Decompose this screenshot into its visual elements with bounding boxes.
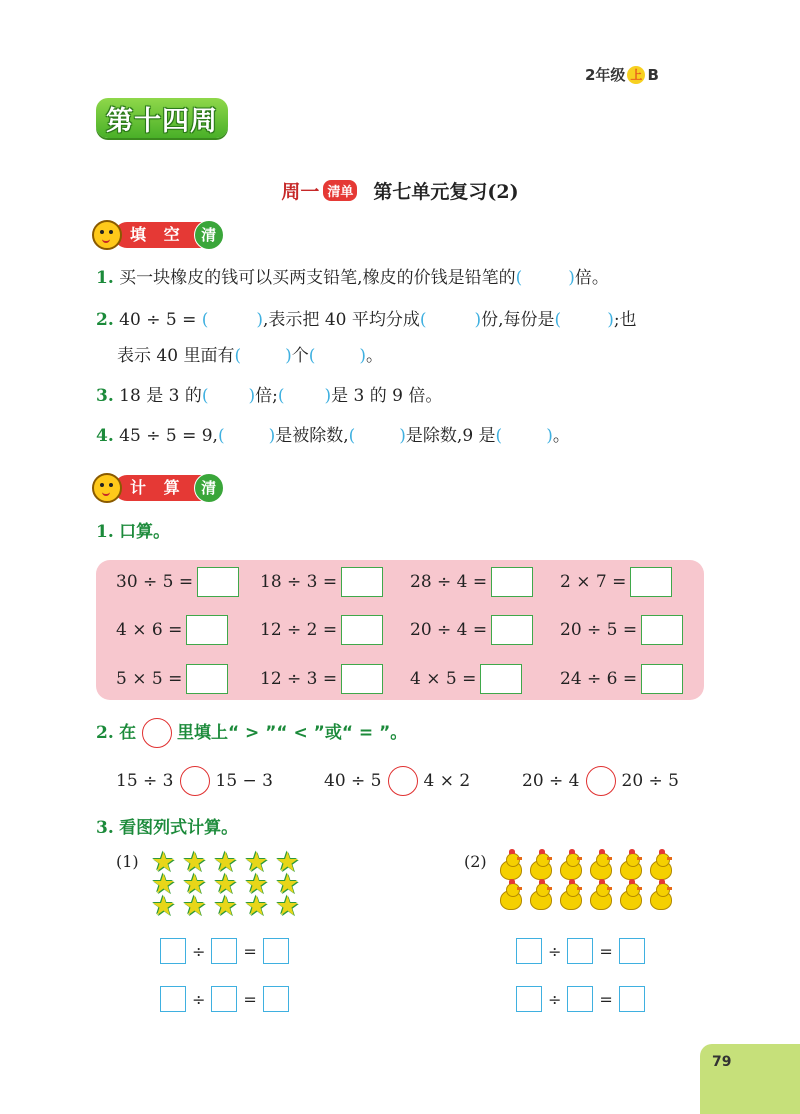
question-number: 3: [96, 386, 108, 406]
page-number: 79: [712, 1054, 732, 1070]
answer-box[interactable]: [186, 615, 228, 645]
chick-icon: [526, 882, 552, 908]
calc-section-pill: [114, 475, 220, 501]
answer-box[interactable]: [567, 986, 593, 1012]
unit-title: 第七单元复习(2): [373, 181, 519, 203]
equals-sign: =: [243, 941, 257, 961]
question-text: 。: [552, 426, 570, 446]
answer-box[interactable]: [341, 615, 383, 645]
answer-blank[interactable]: ( ): [217, 426, 276, 446]
star-icon: ★: [213, 869, 238, 900]
divide-sign: ÷: [548, 989, 562, 1009]
answer-box[interactable]: [160, 938, 186, 964]
question-text: 45 ÷ 5 = 9,: [119, 426, 218, 446]
compare-circle[interactable]: [180, 766, 210, 796]
question-text: 。: [366, 346, 384, 366]
compare-item: [116, 766, 273, 796]
answer-box[interactable]: [641, 615, 683, 645]
week-banner: [96, 96, 228, 140]
fill-question-2: 2. 40 ÷ 5 = ( ),表示把 40 平均分成( )份,每份是( );也: [96, 310, 637, 330]
chick-icon: [646, 852, 672, 878]
oral-item: [410, 566, 533, 598]
star-icon: ★: [151, 891, 176, 922]
calc-question-2-title: 2. 在 里填上“ > ”“ < ”或“ = ”。: [96, 718, 407, 748]
oral-item: [116, 566, 239, 598]
oral-item: [116, 663, 228, 695]
star-icon: ★: [244, 869, 269, 900]
oral-item: [410, 663, 522, 695]
page-number-tab: [700, 1044, 800, 1114]
chick-icon: [556, 882, 582, 908]
question-text: ;也: [613, 310, 637, 330]
question-text: 倍;: [255, 386, 278, 406]
chick-icon: [496, 852, 522, 878]
grade-prefix: 2年级: [585, 66, 626, 84]
grade-suffix: B: [647, 65, 659, 84]
compare-right: 4 × 2: [423, 771, 471, 791]
day-header: [0, 177, 800, 204]
oral-expr: 24 ÷ 6 =: [560, 669, 638, 689]
compare-item: [324, 766, 470, 796]
chick-icon: [616, 882, 642, 908]
question-number: 2: [96, 310, 108, 330]
compare-right: 15 − 3: [215, 771, 273, 791]
bee-icon: [92, 473, 122, 503]
question-text: 买一块橡皮的钱可以买两支铅笔,橡皮的价钱是铅笔的: [119, 268, 516, 288]
question-text: 是被除数,: [275, 426, 349, 446]
question-text: 在: [119, 723, 137, 743]
day-name: 周一: [281, 181, 320, 203]
question-text: ,表示把 40 平均分成: [263, 310, 420, 330]
answer-blank[interactable]: ( ): [201, 310, 264, 330]
divide-sign: ÷: [548, 941, 562, 961]
equals-sign: =: [599, 989, 613, 1009]
week-title: 第十四周: [106, 105, 218, 137]
oral-expr: 28 ÷ 4 =: [410, 572, 488, 592]
chick-icon: [586, 882, 612, 908]
equation-row: [516, 938, 645, 964]
calc-question-1-title: 1. 口算。: [96, 522, 171, 542]
answer-box[interactable]: [630, 567, 672, 597]
answer-blank[interactable]: ( ): [201, 386, 256, 406]
answer-box[interactable]: [263, 938, 289, 964]
answer-box[interactable]: [641, 664, 683, 694]
answer-box[interactable]: [480, 664, 522, 694]
answer-box[interactable]: [211, 938, 237, 964]
answer-box[interactable]: [263, 986, 289, 1012]
star-icon: ★: [244, 847, 269, 878]
answer-box[interactable]: [516, 986, 542, 1012]
answer-box[interactable]: [491, 567, 533, 597]
chick-icon: [526, 852, 552, 878]
answer-box[interactable]: [197, 567, 239, 597]
compare-left: 20 ÷ 4: [522, 771, 580, 791]
answer-blank[interactable]: ( ): [234, 346, 292, 366]
star-icon: ★: [244, 891, 269, 922]
fill-section-badge: 清: [194, 220, 224, 250]
divide-sign: ÷: [192, 941, 206, 961]
answer-box[interactable]: [567, 938, 593, 964]
answer-blank[interactable]: ( ): [515, 268, 575, 288]
equation-row: [516, 986, 645, 1012]
chick-icon: [496, 882, 522, 908]
question-text: 18 是 3 的: [119, 386, 202, 406]
oral-expr: 18 ÷ 3 =: [260, 572, 338, 592]
equals-sign: =: [243, 989, 257, 1009]
calc-question-3-title: 3. 看图列式计算。: [96, 818, 239, 838]
fill-question-1: 1. 买一块橡皮的钱可以买两支铅笔,橡皮的价钱是铅笔的( )倍。: [96, 268, 609, 288]
answer-box[interactable]: [341, 567, 383, 597]
star-icon: ★: [213, 847, 238, 878]
question-number: 1: [96, 268, 108, 288]
calc-section-title: 计 算: [130, 478, 186, 497]
chick-icon: [616, 852, 642, 878]
oral-item: [260, 663, 383, 695]
compare-right: 20 ÷ 5: [621, 771, 679, 791]
star-icon: ★: [182, 891, 207, 922]
question-text: 里填上“ > ”“ < ”或“ = ”。: [176, 723, 408, 743]
oral-item: [560, 566, 672, 598]
picture-2-label: (2): [464, 852, 487, 871]
oral-expr: 12 ÷ 3 =: [260, 669, 338, 689]
oral-expr: 4 × 6 =: [116, 620, 183, 640]
compare-left: 15 ÷ 3: [116, 771, 174, 791]
calc-section-badge: 清: [194, 473, 224, 503]
grade-indicator: [585, 64, 659, 85]
star-icon: ★: [151, 847, 176, 878]
answer-box[interactable]: [619, 938, 645, 964]
answer-box[interactable]: [491, 615, 533, 645]
oral-item: [560, 663, 683, 695]
question-text: 40 ÷ 5 =: [119, 310, 202, 330]
chick-grid: [496, 852, 676, 908]
question-text: 倍。: [574, 268, 609, 288]
question-text: 口算。: [119, 522, 171, 542]
answer-box[interactable]: [160, 986, 186, 1012]
oral-expr: 20 ÷ 4 =: [410, 620, 488, 640]
oral-expr: 5 × 5 =: [116, 669, 183, 689]
star-icon: ★: [182, 869, 207, 900]
star-icon: ★: [275, 847, 300, 878]
compare-left: 40 ÷ 5: [324, 771, 382, 791]
oral-calc-panel: [96, 560, 704, 700]
star-icon: ★: [151, 869, 176, 900]
fill-section-pill: [114, 222, 220, 248]
answer-blank[interactable]: ( ): [308, 346, 367, 366]
picture-1-label: (1): [116, 852, 139, 871]
question-text: 是除数,9 是: [405, 426, 496, 446]
chick-icon: [556, 852, 582, 878]
answer-box[interactable]: [186, 664, 228, 694]
day-badge: 清单: [323, 180, 357, 201]
fill-section-title: 填 空: [130, 225, 186, 244]
compare-circle[interactable]: [388, 766, 418, 796]
bee-icon: [92, 220, 122, 250]
star-icon: ★: [275, 869, 300, 900]
answer-box[interactable]: [211, 986, 237, 1012]
star-icon: ★: [182, 847, 207, 878]
compare-circle[interactable]: [586, 766, 616, 796]
oral-expr: 4 × 5 =: [410, 669, 477, 689]
oral-item: [410, 614, 533, 646]
answer-blank[interactable]: ( ): [348, 426, 406, 446]
oral-item: [260, 566, 383, 598]
answer-blank[interactable]: ( ): [554, 310, 614, 330]
question-text: 看图列式计算。: [119, 818, 239, 838]
equals-sign: =: [599, 941, 613, 961]
oral-item: [560, 614, 683, 646]
fill-question-3: 3. 18 是 3 的( )倍;( )是 3 的 9 倍。: [96, 386, 443, 406]
answer-blank[interactable]: ( ): [419, 310, 482, 330]
question-text: 表示 40 里面有: [117, 346, 235, 366]
oral-item: [116, 614, 228, 646]
oral-item: [260, 614, 383, 646]
question-text: 个: [291, 346, 309, 366]
grade-badge: 上: [627, 66, 645, 84]
oral-expr: 12 ÷ 2 =: [260, 620, 338, 640]
star-grid: [148, 847, 303, 922]
equation-row: [160, 986, 289, 1012]
fill-question-4: 4. 45 ÷ 5 = 9,( )是被除数,( )是除数,9 是( )。: [96, 426, 570, 446]
oral-expr: 20 ÷ 5 =: [560, 620, 638, 640]
divide-sign: ÷: [192, 989, 206, 1009]
star-icon: ★: [275, 891, 300, 922]
equation-row: [160, 938, 289, 964]
answer-blank[interactable]: ( ): [277, 386, 332, 406]
answer-blank[interactable]: ( ): [495, 426, 553, 446]
oral-expr: 2 × 7 =: [560, 572, 627, 592]
oral-expr: 30 ÷ 5 =: [116, 572, 194, 592]
chick-icon: [646, 882, 672, 908]
question-number: 4: [96, 426, 108, 446]
compare-item: [522, 766, 679, 796]
fill-question-2-line2: [117, 344, 383, 368]
compare-circle-example: [142, 718, 172, 748]
fill-section-label: [92, 220, 220, 250]
answer-box[interactable]: [516, 938, 542, 964]
chick-icon: [586, 852, 612, 878]
answer-box[interactable]: [341, 664, 383, 694]
star-icon: ★: [213, 891, 238, 922]
question-text: 是 3 的 9 倍。: [331, 386, 443, 406]
calc-section-label: [92, 473, 220, 503]
question-text: 份,每份是: [481, 310, 555, 330]
answer-box[interactable]: [619, 986, 645, 1012]
